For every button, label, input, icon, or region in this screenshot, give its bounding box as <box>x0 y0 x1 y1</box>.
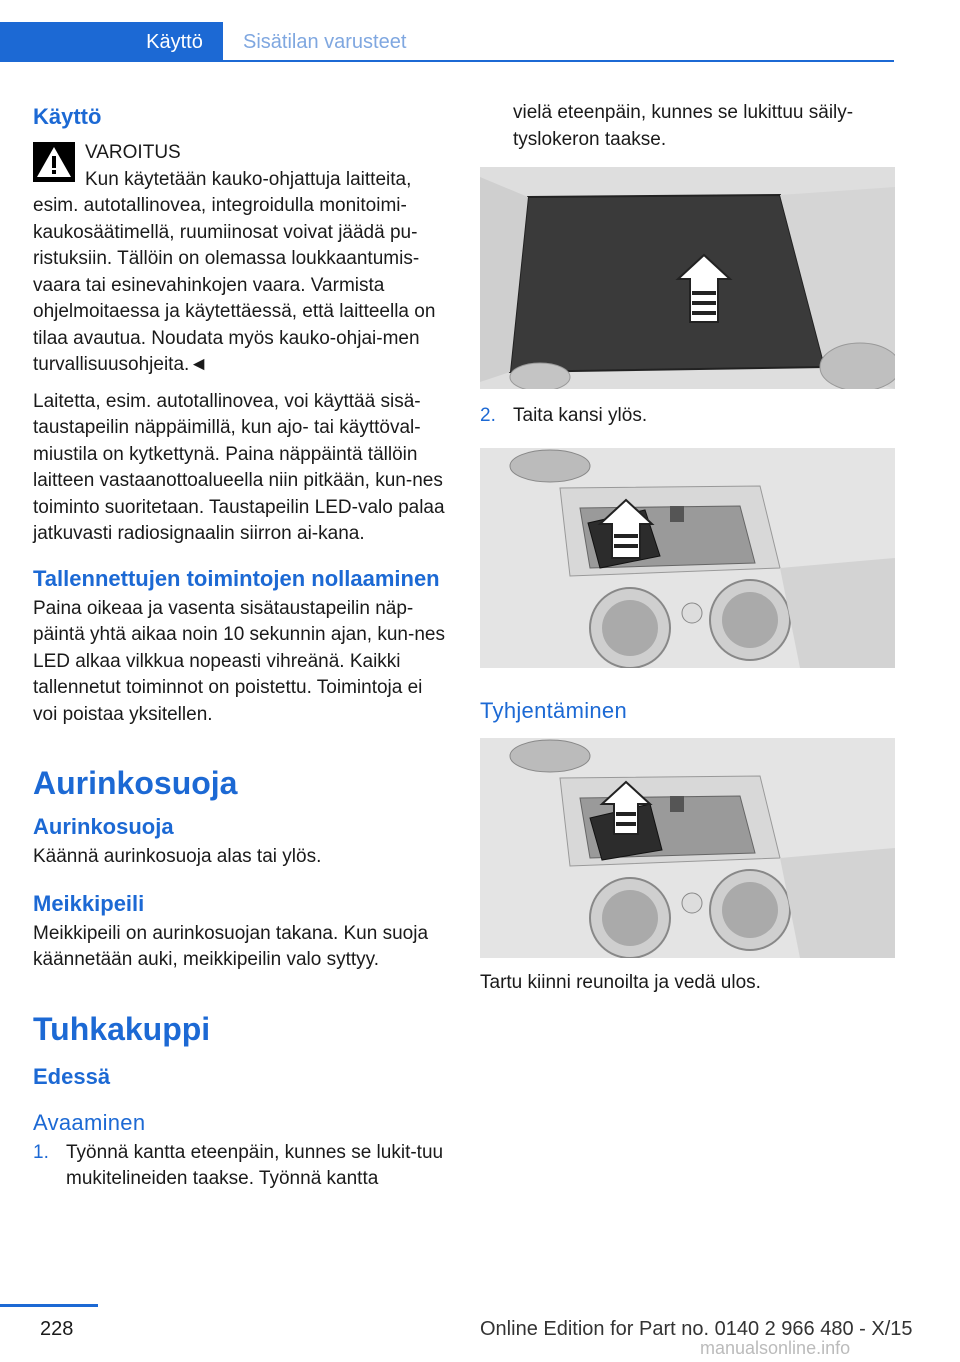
heading-tuhkakuppi: Tuhkakuppi <box>33 1010 211 1047</box>
page-number: 228 <box>40 1318 74 1340</box>
ashtray-empty-illustration <box>480 738 895 958</box>
ashtray-lid-forward-drawing <box>480 167 895 389</box>
heading-avaaminen: Avaaminen <box>33 1109 146 1135</box>
paragraph-meikkipeili: Meikkipeili on aurinkosuojan takana. Kun suoja käännetään auki, meikkipeilin valo syttyy. <box>33 922 429 970</box>
right-column <box>480 100 895 996</box>
warning-first-line: Kun käytetään kauko-ohjattuja laitteita, <box>85 168 412 190</box>
step-2 <box>480 403 895 430</box>
step-1-continuation: vielä eteenpäin, kunnes se lukittuu säily-tyslokeron taakse. <box>513 102 854 150</box>
warning-triangle-icon <box>33 142 75 182</box>
ashtray-fold-up-drawing <box>480 448 895 668</box>
step-1 <box>33 1140 448 1193</box>
step-2-text: Taita kansi ylös. <box>513 405 648 426</box>
step-1-text: Työnnä kantta eteenpäin, kunnes se lukit-tuu mukitelineiden taakse. Työnnä kantta <box>66 1141 444 1189</box>
warning-body: esim. autotallinovea, integroidulla monitoimi-kaukosäätimellä, ruumiinosat voivat jäädä pu-ristuksiin. Tällöin on olemassa loukkaantumis-vaara tai esinevahinkojen vaara. Varmista ohjelmoitaessa ja käytettäessä, että laitteella on tilaa avautua. Noudata myös kauko-ohjai-men turvallisuusohjeita.◄ <box>33 195 436 375</box>
paragraph-tyhjentaminen: Tartu kiinni reunoilta ja vedä ulos. <box>480 971 761 993</box>
paragraph-aurinkosuoja: Käännä aurinkosuoja alas tai ylös. <box>33 846 322 867</box>
step-2-number: 2. <box>480 405 496 426</box>
heading-aurinkosuoja-main: Aurinkosuoja <box>33 765 238 801</box>
ashtray-fold-up-illustration <box>480 448 895 668</box>
warning-title: VAROITUS <box>85 142 181 163</box>
heading-tyhjentaminen: Tyhjentäminen <box>480 697 627 723</box>
footer-accent-line <box>0 1304 98 1307</box>
heading-edessa: Edessä <box>33 1063 111 1089</box>
header-tab-kaytto: Käyttö <box>126 22 223 62</box>
footer-watermark: manualsonline.info <box>700 1338 851 1358</box>
footer-edition-text: Online Edition for Part no. 0140 2 966 480 - X/15 <box>480 1318 913 1340</box>
heading-kaytto: Käyttö <box>33 104 102 129</box>
paragraph-reset: Paina oikeaa ja vasenta sisätaustapeilin näp-päintä yhtä aikaa noin 10 sekunnin ajan, kun-nes LED alkaa vilkkua nopeasti vihreänä. Kaikki tallennetut toiminnot on poistettu. Toimintoja ei voi poistaa yksitellen. <box>33 597 445 725</box>
header-tab-section: Sisätilan varusteet <box>243 30 407 53</box>
heading-reset: Tallennettujen toimintojen nollaaminen <box>33 565 440 591</box>
heading-aurinkosuoja-sub: Aurinkosuoja <box>33 814 174 839</box>
paragraph-usage: Laitetta, esim. autotallinovea, voi käyttää sisä-taustapeilin näppäimillä, kun ajo- tai käyttöval-miustila on kytkettynä. Paina näppäintä tällöin laitteen vastaanottoalueella niin pitkään, kun-nes toiminto suoritetaan. Taustapeilin LED-valo palaa jatkuvasti radiosignaalin siirron ai-kana. <box>33 390 445 544</box>
header-accent-bar <box>0 22 126 62</box>
heading-meikkipeili: Meikkipeili <box>33 890 145 916</box>
warning-block <box>33 140 448 379</box>
step-1-number: 1. <box>33 1141 49 1163</box>
ashtray-empty-drawing <box>480 738 895 958</box>
header-underline <box>223 60 894 62</box>
page-header <box>0 22 960 62</box>
left-column <box>33 100 448 1193</box>
ashtray-lid-forward-illustration <box>480 167 895 389</box>
